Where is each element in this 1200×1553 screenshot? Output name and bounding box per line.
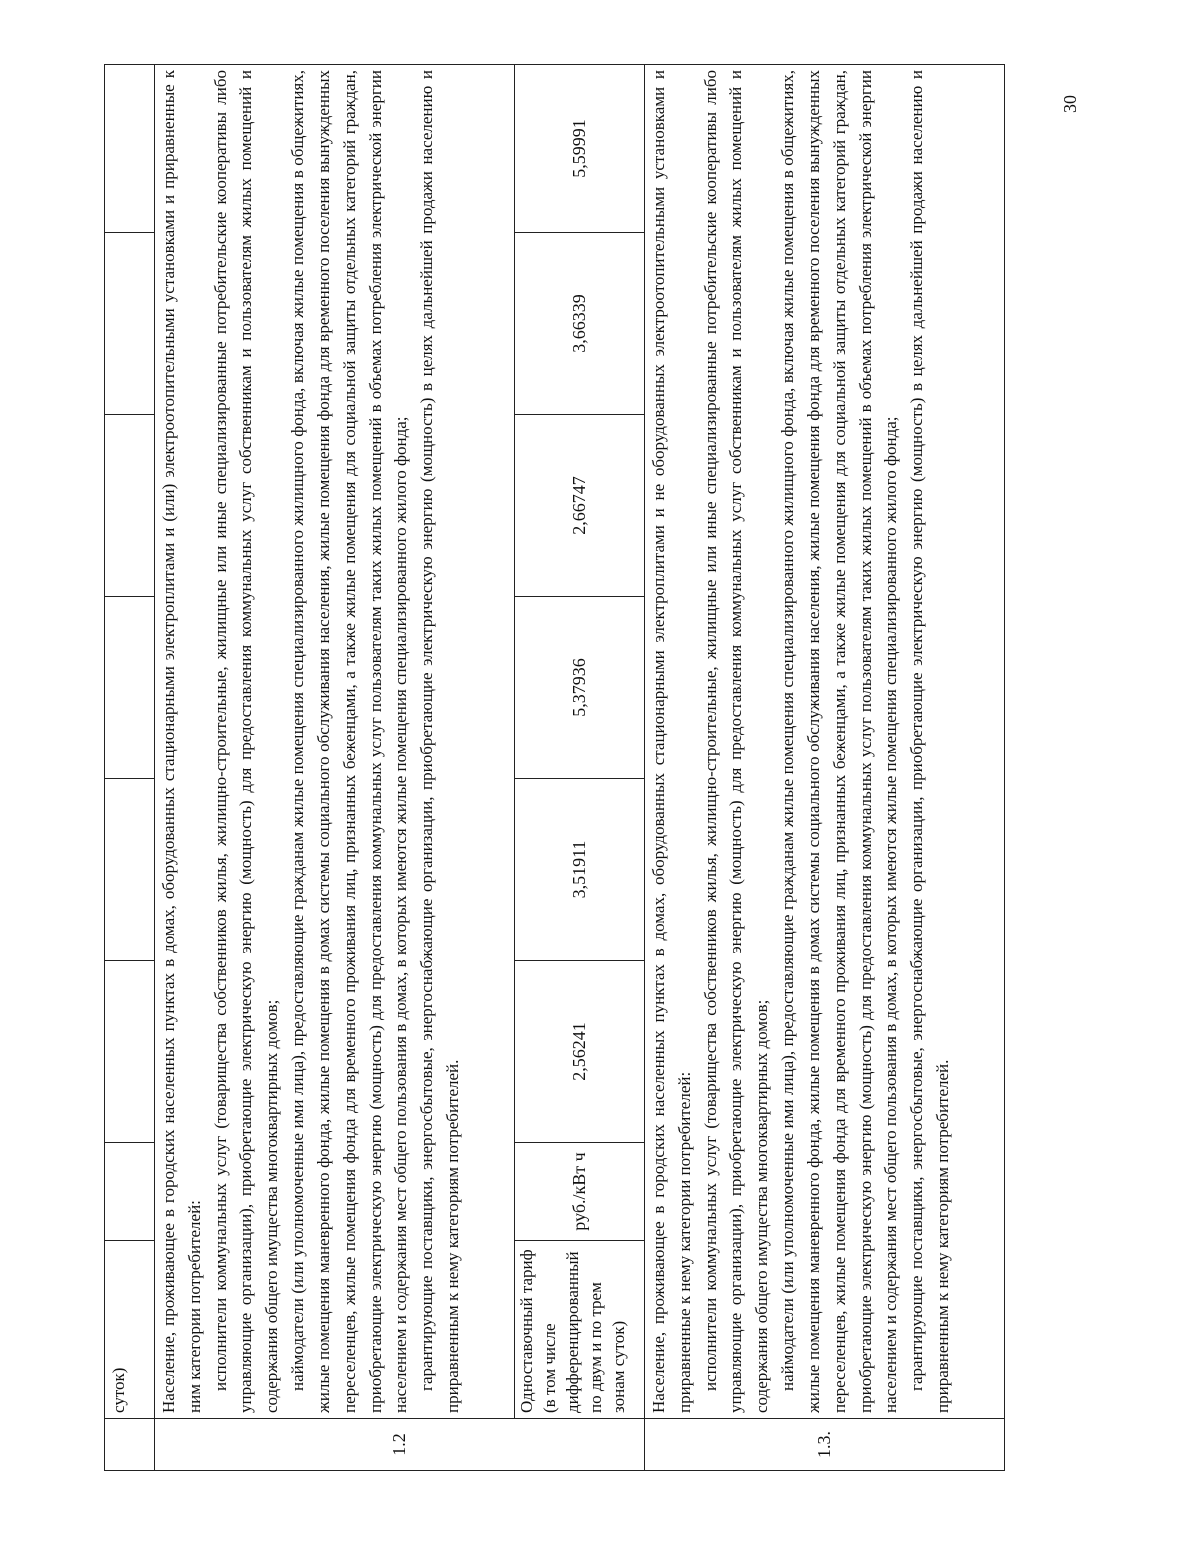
row-number-cell [105, 1419, 155, 1471]
tariff-value: 2,66747 [515, 415, 645, 597]
tariff-value: 5,37936 [515, 597, 645, 779]
page-number: 30 [1060, 95, 1080, 113]
tariff-table [104, 64, 1005, 1471]
tariff-value: 5,59991 [515, 65, 645, 233]
empty-cell [105, 961, 155, 1143]
empty-cell [105, 1143, 155, 1241]
row-top-label: суток) [105, 1241, 155, 1419]
category-paragraph: наймодатели (или уполномоченные ими лица), предоставляющие гражданам жилые помещения специализированного жилищного фонда, включая жилые помещения в общежитиях, жилые помещения маневренного фонда, жилые помещения в домах системы социального обслуживания населения, жилые помещения фонда для временного поселения вынужденных переселенцев, жилые помещения фонда для временного проживания лиц, признанных беженцами, а также жилые помещения для социальной защиты отдельных категорий граждан, приобретающие электрическую энергию (мощность) для предоставления коммунальных услуг пользователям таких жилых помещений в объемах потребления электрической энергии населением и содержания мест общего пользования в домах, в которых имеются жилые помещения специализированного жилого фонда; [778, 70, 901, 1413]
unit-cell: руб./кВт ч [515, 1143, 645, 1241]
category-paragraph: исполнители коммунальных услуг (товарищества собственников жилья, жилищно-строительные, жилищные или иные специализированные потребительские кооперативы либо управляющие организации), приобретающие электрическую энергию (мощность) для предоставления коммунальных услуг собственникам и пользователям жилых помещений и содержания общего имущества многоквартирных домов; [210, 70, 282, 1413]
category-paragraph: исполнители коммунальных услуг (товарищества собственников жилья, жилищно-строительные, жилищные или иные специализированные потребительские кооперативы либо управляющие организации), приобретающие электрическую энергию (мощность) для предоставления коммунальных услуг собственникам и пользователям жилых помещений и содержания общего имущества многоквартирных домов; [700, 70, 772, 1413]
tariff-label: Одноставочный тариф (в том числе дифференцированный по двум и по трем зонам суток) [515, 1241, 645, 1419]
category-paragraph: наймодатели (или уполномоченные ими лица), предоставляющие гражданам жилые помещения специализированного жилищного фонда, включая жилые помещения в общежитиях, жилые помещения маневренного фонда, жилые помещения в домах системы социального обслуживания населения, жилые помещения фонда для временного поселения вынужденных переселенцев, жилые помещения фонда для временного проживания лиц, признанных беженцами, а также жилые помещения для социальной защиты отдельных категорий граждан, приобретающие электрическую энергию (мощность) для предоставления коммунальных услуг пользователям таких жилых помещений в объемах потребления электрической энергии населением и содержания мест общего пользования в домах, в которых имеются жилые помещения специализированного жилого фонда; [288, 70, 411, 1413]
row-number-1-2: 1.2 [155, 1419, 645, 1471]
category-paragraph: Население, проживающее в городских населенных пунктах в домах, оборудованных стационарными электроплитами и (или) электроотопительными установками и приравненные к ним категории потребителей: [159, 70, 204, 1413]
tariff-value: 3,51911 [515, 779, 645, 961]
category-paragraph: гарантирующие поставщики, энергосбытовые, энергоснабжающие организации, приобретающие электрическую энергию (мощность) в целях дальнейшей продажи населению и приравненным к нему категориям потребителей. [417, 70, 463, 1413]
empty-cell [105, 415, 155, 597]
row-number-1-3: 1.3. [645, 1419, 1005, 1471]
empty-cell [105, 779, 155, 961]
table-row [105, 65, 155, 1471]
empty-cell [105, 233, 155, 415]
table-row [155, 65, 515, 1471]
tariff-value: 3,66339 [515, 233, 645, 415]
table-row [515, 65, 645, 1471]
category-description-1-2 [155, 65, 515, 1419]
empty-cell [105, 65, 155, 233]
table-row [645, 65, 1005, 1471]
empty-cell [105, 597, 155, 779]
tariff-value: 2,56241 [515, 961, 645, 1143]
category-paragraph: Население, проживающее в городских населенных пунктах в домах, оборудованных стационарными электроплитами и не оборудованных электроотопительными установками и приравненные к нему категории потребителей: [649, 70, 694, 1413]
category-paragraph: гарантирующие поставщики, энергосбытовые, энергоснабжающие организации, приобретающие электрическую энергию (мощность) в целях дальнейшей продажи населению и приравненным к нему категориям потребителей. [907, 70, 953, 1413]
category-description-1-3 [645, 65, 1005, 1419]
